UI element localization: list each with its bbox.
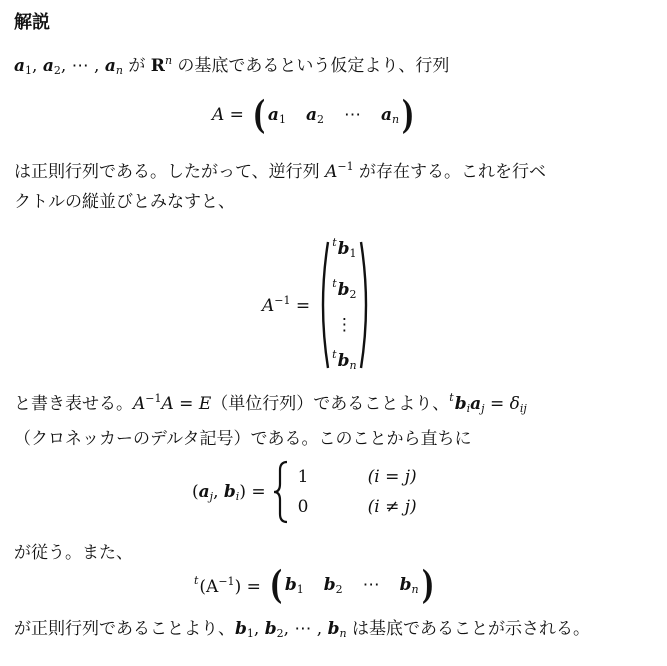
heading: 解説 [14, 12, 50, 33]
paragraph-3: と書き表せる。$A^{-1}A = E$（単位行列）であることより、$^tb_ia_j = \delta_{ij}$ （クロネッカーのデルタ記号）である。このことから直ちに [14, 391, 527, 449]
equation-inverse-column: $A^{-1}$ = $^tb_1$ $^tb_2$ ⋮ $^tb_n$ [262, 228, 373, 381]
right-paren: ) [401, 92, 415, 137]
equation-transpose-inverse: $^t(A^{-1})$ = ( $b_1$ $b_2$ ⋯ $b_n$ ) [194, 562, 434, 607]
left-paren-2: ( [269, 562, 283, 607]
right-big-paren [359, 240, 373, 370]
left-brace [272, 460, 290, 524]
paragraph-1: $a_1$, $a_2$, ⋯ , $a_n$ が $R^n$ の基底であるという仮定より、行列 [14, 54, 450, 77]
paragraph-5: が正則行列であることより、$b_1$, $b_2$, ⋯ , $b_n$ は基底であることが示される。 [14, 619, 591, 640]
left-paren: ( [252, 92, 266, 137]
paragraph-2: は正則行列である。したがって、逆行列 $A^{-1}$ が存在する。これを行ベ クトルの縦並びとみなすと、 [14, 160, 546, 212]
left-big-paren [316, 240, 330, 370]
equation-matrix-a: A = ( $a_1$ $a_2$ ⋯ $a_n$ ) [212, 92, 415, 137]
equation-inner-product-cases: ($a_j$, $b_i$) = 1 (i = j) 0 (i ≠ j) [192, 460, 448, 524]
right-paren-2: ) [421, 562, 434, 607]
paragraph-4: が従う。また、 [14, 543, 133, 563]
